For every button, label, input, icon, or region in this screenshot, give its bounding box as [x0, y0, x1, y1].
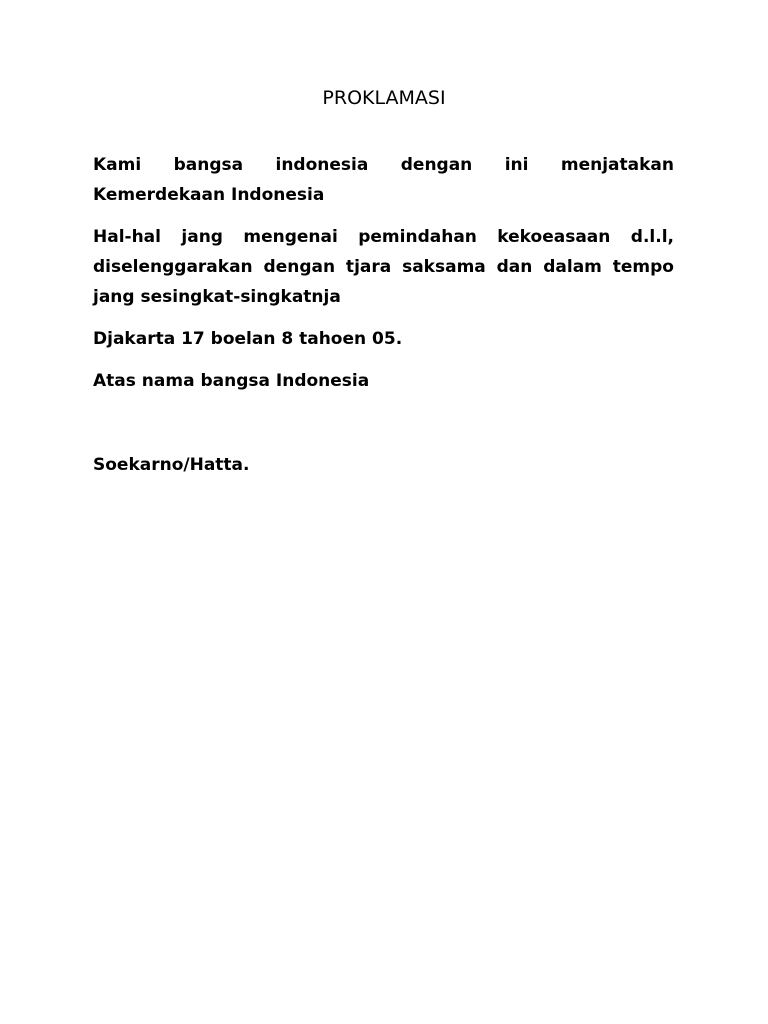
- paragraph-date: Djakarta 17 boelan 8 tahoen 05.: [93, 329, 403, 349]
- signature-line: Soekarno/Hatta.: [93, 455, 250, 475]
- paragraph-on-behalf: Atas nama bangsa Indonesia: [93, 371, 370, 391]
- paragraph-declaration: Kami bangsa indonesia dengan ini menjatakan Kemerdekaan Indonesia: [93, 155, 674, 205]
- document-title: PROKLAMASI: [322, 87, 446, 109]
- paragraph-transfer-of-power: Hal-hal jang mengenai pemindahan kekoeasaan d.l.l, diselenggarakan dengan tjara saksama dan dalam tempo jang sesingkat-singkatnja: [93, 227, 674, 307]
